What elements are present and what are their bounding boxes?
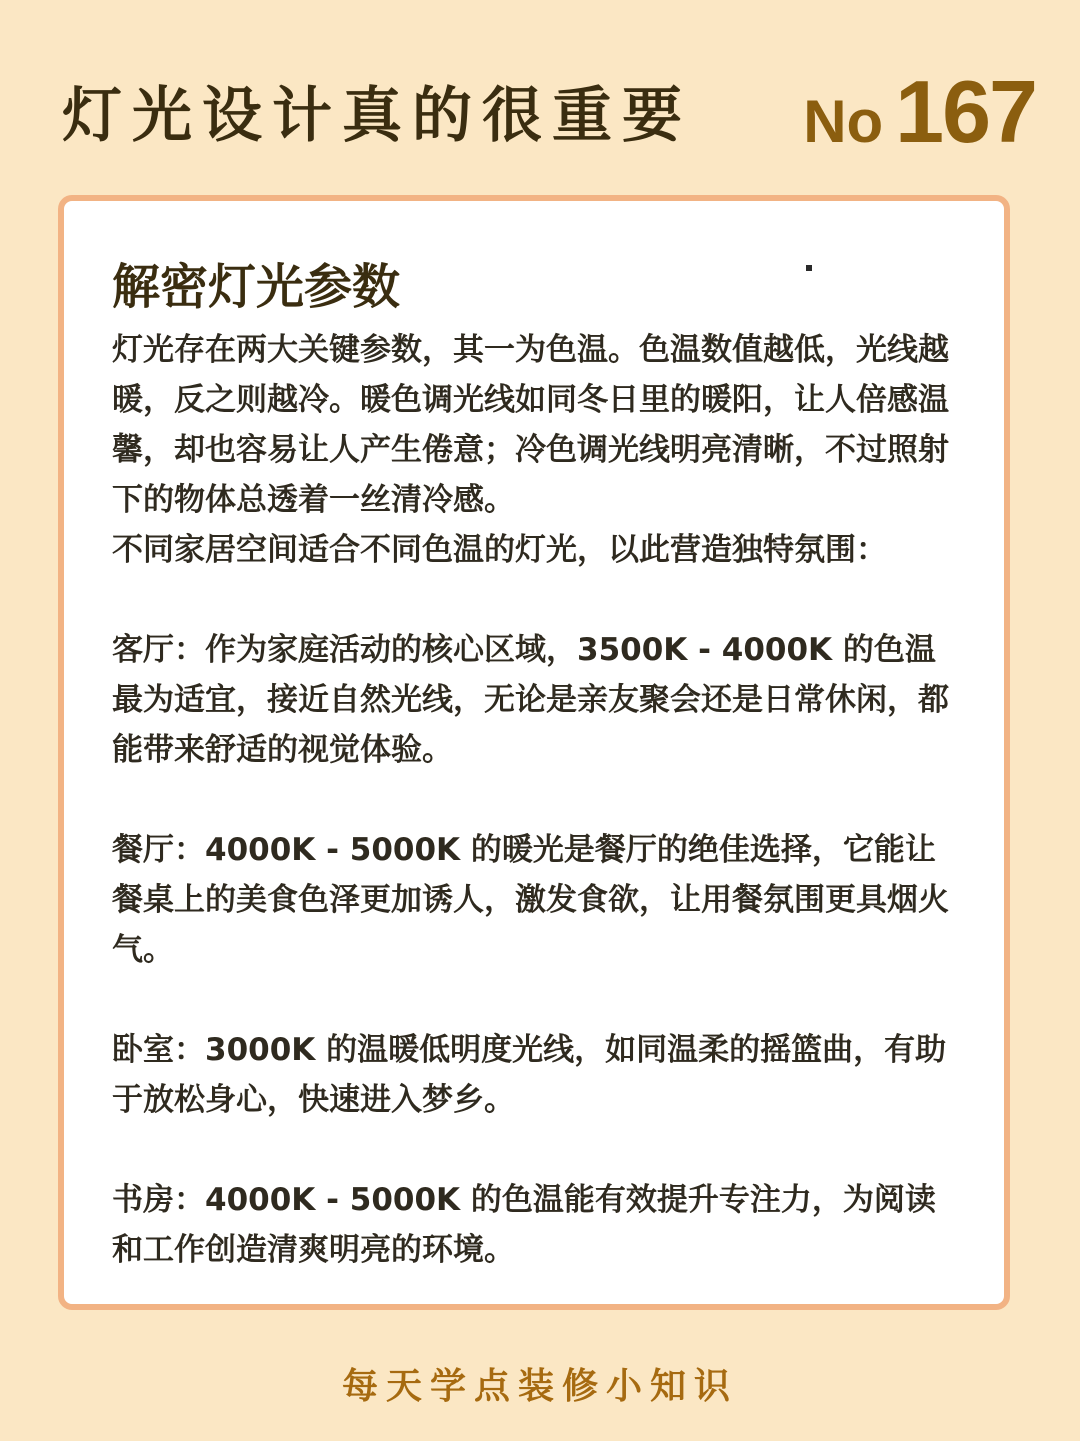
issue-number: 167 (895, 62, 1036, 161)
page-title: 灯光设计真的很重要 (62, 81, 692, 151)
card-heading: 解密灯光参数 (112, 259, 401, 315)
paragraph-spacer (112, 1125, 958, 1175)
lead-paragraph: 不同家居空间适合不同色温的灯光，以此营造独特氛围： (112, 532, 887, 568)
card-body (112, 325, 958, 1275)
bedroom-paragraph: 卧室：3000K 的温暖低明度光线，如同温柔的摇篮曲，有助于放松身心，快速进入梦乡。 (112, 1032, 947, 1118)
content-card (58, 195, 1010, 1310)
issue-prefix: No (803, 88, 884, 155)
footer-tagline: 每天学点装修小知识 (341, 1366, 738, 1407)
paragraph-spacer (112, 975, 958, 1025)
decorative-dot (806, 265, 812, 271)
study-paragraph: 书房：4000K - 5000K 的色温能有效提升专注力，为阅读和工作创造清爽明亮的环境。 (112, 1182, 936, 1268)
dining-room-paragraph: 餐厅：4000K - 5000K 的暖光是餐厅的绝佳选择，它能让餐桌上的美食色泽更加诱人，激发食欲，让用餐氛围更具烟火气。 (112, 832, 949, 968)
paragraph-spacer (112, 575, 958, 625)
living-room-paragraph: 客厅：作为家庭活动的核心区域，3500K - 4000K 的色温最为适宜，接近自然光线，无论是亲友聚会还是日常休闲，都能带来舒适的视觉体验。 (112, 632, 949, 768)
intro-paragraph: 灯光存在两大关键参数，其一为色温。色温数值越低，光线越暖，反之则越冷。暖色调光线如同冬日里的暖阳，让人倍感温馨，却也容易让人产生倦意；冷色调光线明亮清晰，不过照射下的物体总透着一丝清冷感。 (112, 332, 949, 518)
issue-number-badge (803, 62, 1036, 188)
paragraph-spacer (112, 775, 958, 825)
